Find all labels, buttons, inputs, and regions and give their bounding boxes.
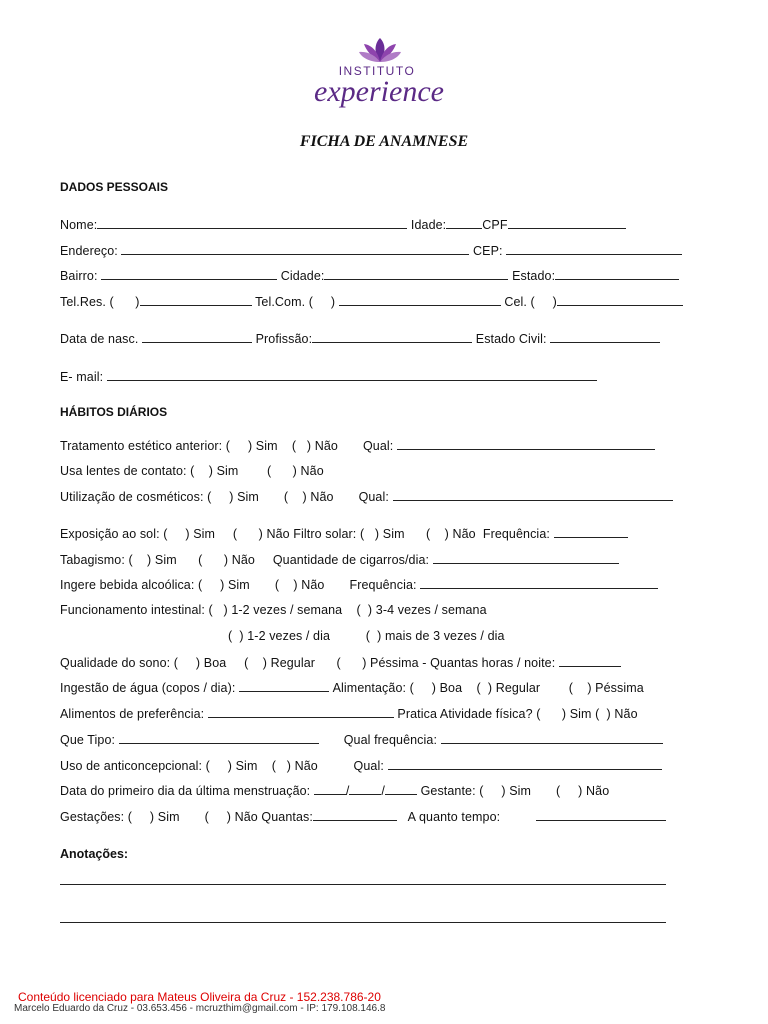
label-endereco: Endereço: bbox=[60, 244, 118, 258]
label-quantas: Quantas: bbox=[261, 810, 313, 824]
field-dia[interactable] bbox=[314, 783, 346, 795]
label-sol: Exposição ao sol: ( bbox=[60, 527, 168, 541]
row-nome bbox=[60, 217, 626, 232]
opt-boa[interactable]: Boa bbox=[439, 681, 463, 695]
opt-sim[interactable]: Sim bbox=[237, 490, 259, 504]
label-qual: Qual: bbox=[358, 490, 389, 504]
field-qual-cosmeticos[interactable] bbox=[393, 489, 673, 501]
field-telcom[interactable] bbox=[339, 294, 501, 306]
license-text: Conteúdo licenciado para Mateus Oliveira da Cruz - 152.238.786-20 bbox=[18, 990, 381, 1004]
opt-sim[interactable]: Sim bbox=[255, 439, 278, 453]
opt-pessima[interactable]: Péssima bbox=[370, 656, 419, 670]
section-personal: DADOS PESSOAIS bbox=[60, 180, 169, 194]
field-frequencia-sol[interactable] bbox=[554, 526, 628, 538]
label-qualfreq: Qual frequência: bbox=[343, 733, 438, 747]
label-civil: Estado Civil: bbox=[475, 332, 547, 346]
row-lentes: Usa lentes de contato: ( ) Sim ( ) Não bbox=[60, 464, 324, 478]
page-title: FICHA DE ANAMNESE bbox=[299, 133, 469, 150]
label-horas: - Quantas horas / noite: bbox=[422, 656, 556, 670]
field-cigarros[interactable] bbox=[433, 552, 619, 564]
label-frequencia: Frequência: bbox=[349, 578, 417, 592]
notes-line-1[interactable] bbox=[60, 884, 666, 885]
field-estado[interactable] bbox=[555, 268, 679, 280]
label-telres: Tel.Res. ( bbox=[60, 295, 114, 309]
field-cep[interactable] bbox=[506, 243, 682, 255]
opt-sim[interactable]: Sim bbox=[227, 578, 250, 592]
label-cep: CEP: bbox=[473, 244, 503, 258]
label-nome: Nome: bbox=[60, 218, 98, 232]
license-meta: Marcelo Eduardo da Cruz - 03.653.456 - mcruzthim@gmail.com - IP: 179.108.146.8 bbox=[14, 1003, 386, 1014]
opt-nao[interactable]: Não bbox=[586, 784, 610, 798]
label-profissao: Profissão: bbox=[255, 332, 313, 346]
label-sono: Qualidade do sono: ( bbox=[60, 656, 179, 670]
field-bairro[interactable] bbox=[101, 268, 277, 280]
label-atividade: Pratica Atividade física? ( bbox=[397, 707, 541, 721]
row-bebida: Ingere bebida alcoólica: ( ) Sim ( ) Não Frequência: bbox=[60, 577, 658, 592]
opt-boa[interactable]: Boa bbox=[203, 656, 227, 670]
field-cel[interactable] bbox=[557, 294, 683, 306]
label-filtro: Filtro solar: ( bbox=[293, 527, 365, 541]
row-endereco bbox=[60, 243, 682, 258]
opt-dia3[interactable]: mais de 3 vezes / dia bbox=[385, 629, 505, 643]
label-intestinal: Funcionamento intestinal: ( bbox=[60, 603, 213, 617]
row-email bbox=[60, 369, 597, 384]
label-cidade: Cidade: bbox=[280, 269, 325, 283]
field-mes[interactable] bbox=[349, 783, 381, 795]
opt-regular[interactable]: Regular bbox=[270, 656, 316, 670]
field-tempo[interactable] bbox=[536, 809, 666, 821]
label-bairro: Bairro: bbox=[60, 269, 98, 283]
logo-main-text: experience bbox=[314, 75, 444, 108]
opt-nao[interactable]: Não bbox=[300, 464, 324, 478]
field-civil[interactable] bbox=[550, 331, 660, 343]
label-estado: Estado: bbox=[512, 269, 556, 283]
row-tabagismo: Tabagismo: ( ) Sim ( ) Não Quantidade de cigarros/dia: bbox=[60, 552, 619, 567]
opt-nao[interactable]: Não bbox=[314, 439, 338, 453]
opt-nao[interactable]: Não bbox=[452, 527, 476, 541]
row-bairro bbox=[60, 268, 679, 283]
field-email[interactable] bbox=[107, 369, 597, 381]
field-tipo[interactable] bbox=[119, 732, 319, 744]
opt-nao[interactable]: Não bbox=[234, 810, 258, 824]
row-anticoncepcional: Uso de anticoncepcional: ( ) Sim ( ) Não Qual: bbox=[60, 758, 662, 773]
field-nome[interactable] bbox=[97, 217, 407, 229]
field-telres[interactable] bbox=[140, 294, 252, 306]
field-quantas[interactable] bbox=[313, 809, 397, 821]
label-cel: Cel. ( bbox=[504, 295, 535, 309]
label-email: E- mail: bbox=[60, 370, 104, 384]
opt-semana12[interactable]: 1-2 vezes / semana bbox=[231, 603, 343, 617]
label-bebida: Ingere bebida alcoólica: ( bbox=[60, 578, 203, 592]
section-notes: Anotações: bbox=[60, 847, 129, 861]
opt-nao[interactable]: Não bbox=[231, 553, 255, 567]
label-qual: Qual: bbox=[362, 439, 394, 453]
label-tempo: A quanto tempo: bbox=[407, 810, 501, 824]
opt-sim[interactable]: Sim bbox=[216, 464, 239, 478]
row-tratamento: Tratamento estético anterior: ( ) Sim ( ) Não Qual: bbox=[60, 438, 655, 453]
field-idade[interactable] bbox=[446, 217, 482, 229]
field-horas[interactable] bbox=[559, 655, 621, 667]
label-cigarros: Quantidade de cigarros/dia: bbox=[272, 553, 430, 567]
opt-sim[interactable]: Sim bbox=[569, 707, 592, 721]
label-tabagismo: Tabagismo: ( bbox=[60, 553, 133, 567]
row-nasc bbox=[60, 331, 660, 346]
row-tipo bbox=[60, 732, 663, 747]
label-nasc: Data de nasc. bbox=[60, 332, 139, 346]
label-frequencia: Frequência: bbox=[482, 527, 550, 541]
label-preferencia: Alimentos de preferência: bbox=[60, 707, 205, 721]
notes-line-2[interactable] bbox=[60, 922, 666, 923]
opt-nao[interactable]: Não bbox=[614, 707, 638, 721]
label-lentes: Usa lentes de contato: ( bbox=[60, 464, 195, 478]
opt-sim[interactable]: Sim bbox=[382, 527, 405, 541]
opt-nao[interactable]: Não bbox=[266, 527, 290, 541]
brand-logo bbox=[300, 36, 460, 120]
row-sol: Exposição ao sol: ( ) Sim ( ) Não Filtro solar: ( ) Sim ( ) Não Frequência: bbox=[60, 526, 628, 541]
opt-semana34[interactable]: 3-4 vezes / semana bbox=[375, 603, 487, 617]
opt-nao[interactable]: Não bbox=[294, 759, 318, 773]
field-preferencia[interactable] bbox=[208, 706, 394, 718]
label-cpf: CPF bbox=[482, 218, 508, 232]
lotus-icon bbox=[358, 36, 402, 66]
label-alimentacao: Alimentação: ( bbox=[332, 681, 414, 695]
label-gestante: Gestante: ( bbox=[420, 784, 484, 798]
opt-sim[interactable]: Sim bbox=[509, 784, 532, 798]
opt-nao[interactable]: Não bbox=[310, 490, 334, 504]
opt-regular[interactable]: Regular bbox=[495, 681, 541, 695]
row-gestacoes: Gestações: ( ) Sim ( ) Não Quantas: A quanto tempo: bbox=[60, 809, 666, 824]
row-sono: Qualidade do sono: ( ) Boa ( ) Regular ( ) Péssima - Quantas horas / noite: bbox=[60, 655, 621, 670]
label-cosmeticos: Utilização de cosméticos: ( bbox=[60, 490, 212, 504]
field-frequencia-bebida[interactable] bbox=[420, 577, 658, 589]
opt-sim[interactable]: Sim bbox=[193, 527, 216, 541]
section-habits: HÁBITOS DIÁRIOS bbox=[60, 405, 168, 419]
field-nasc[interactable] bbox=[142, 331, 252, 343]
row-preferencia: Alimentos de preferência: Pratica Atividade física? ( ) Sim ( ) Não bbox=[60, 707, 638, 721]
field-cidade[interactable] bbox=[324, 268, 508, 280]
label-tratamento: Tratamento estético anterior: ( bbox=[60, 439, 231, 453]
label-idade: Idade: bbox=[410, 218, 447, 232]
field-qual-anticoncepcional[interactable] bbox=[388, 758, 662, 770]
opt-sim[interactable]: Sim bbox=[235, 759, 258, 773]
row-agua: Ingestão de água (copos / dia): Alimentação: ( ) Boa ( ) Regular ( ) Péssima bbox=[60, 681, 644, 695]
row-menstruacao: Data do primeiro dia da última menstruação: / / Gestante: ( ) Sim ( ) Não bbox=[60, 784, 610, 798]
field-agua[interactable] bbox=[239, 680, 329, 692]
label-gestacoes: Gestações: ( bbox=[60, 810, 133, 824]
opt-nao[interactable]: Não bbox=[301, 578, 325, 592]
row-intestinal-dia: ( ) 1-2 vezes / dia ( ) mais de 3 vezes / dia bbox=[228, 629, 505, 643]
row-intestinal: Funcionamento intestinal: ( ) 1-2 vezes / semana ( ) 3-4 vezes / semana bbox=[60, 603, 487, 617]
label-agua: Ingestão de água (copos / dia): bbox=[60, 681, 236, 695]
row-telefones: Tel.Res. ( ) Tel.Com. ( ) Cel. ( ) bbox=[60, 294, 683, 309]
field-endereco[interactable] bbox=[121, 243, 469, 255]
label-anticoncepcional: Uso de anticoncepcional: ( bbox=[60, 759, 210, 773]
field-profissao[interactable] bbox=[312, 331, 472, 343]
logo-top-text: INSTITUTO bbox=[338, 64, 416, 78]
label-qual: Qual: bbox=[353, 759, 384, 773]
label-tipo: Que Tipo: bbox=[60, 733, 116, 747]
field-qualfreq[interactable] bbox=[441, 732, 663, 744]
row-cosmeticos: Utilização de cosméticos: ( ) Sim ( ) Não Qual: bbox=[60, 489, 673, 504]
label-telcom: Tel.Com. ( bbox=[255, 295, 314, 309]
field-cpf[interactable] bbox=[508, 217, 626, 229]
label-menstruacao: Data do primeiro dia da última menstruação: bbox=[60, 784, 311, 798]
opt-pessima[interactable]: Péssima bbox=[595, 681, 644, 695]
opt-dia12[interactable]: 1-2 vezes / dia bbox=[247, 629, 331, 643]
opt-sim[interactable]: Sim bbox=[154, 553, 177, 567]
field-ano[interactable] bbox=[385, 783, 417, 795]
opt-sim[interactable]: Sim bbox=[157, 810, 180, 824]
field-qual-tratamento[interactable] bbox=[397, 438, 655, 450]
